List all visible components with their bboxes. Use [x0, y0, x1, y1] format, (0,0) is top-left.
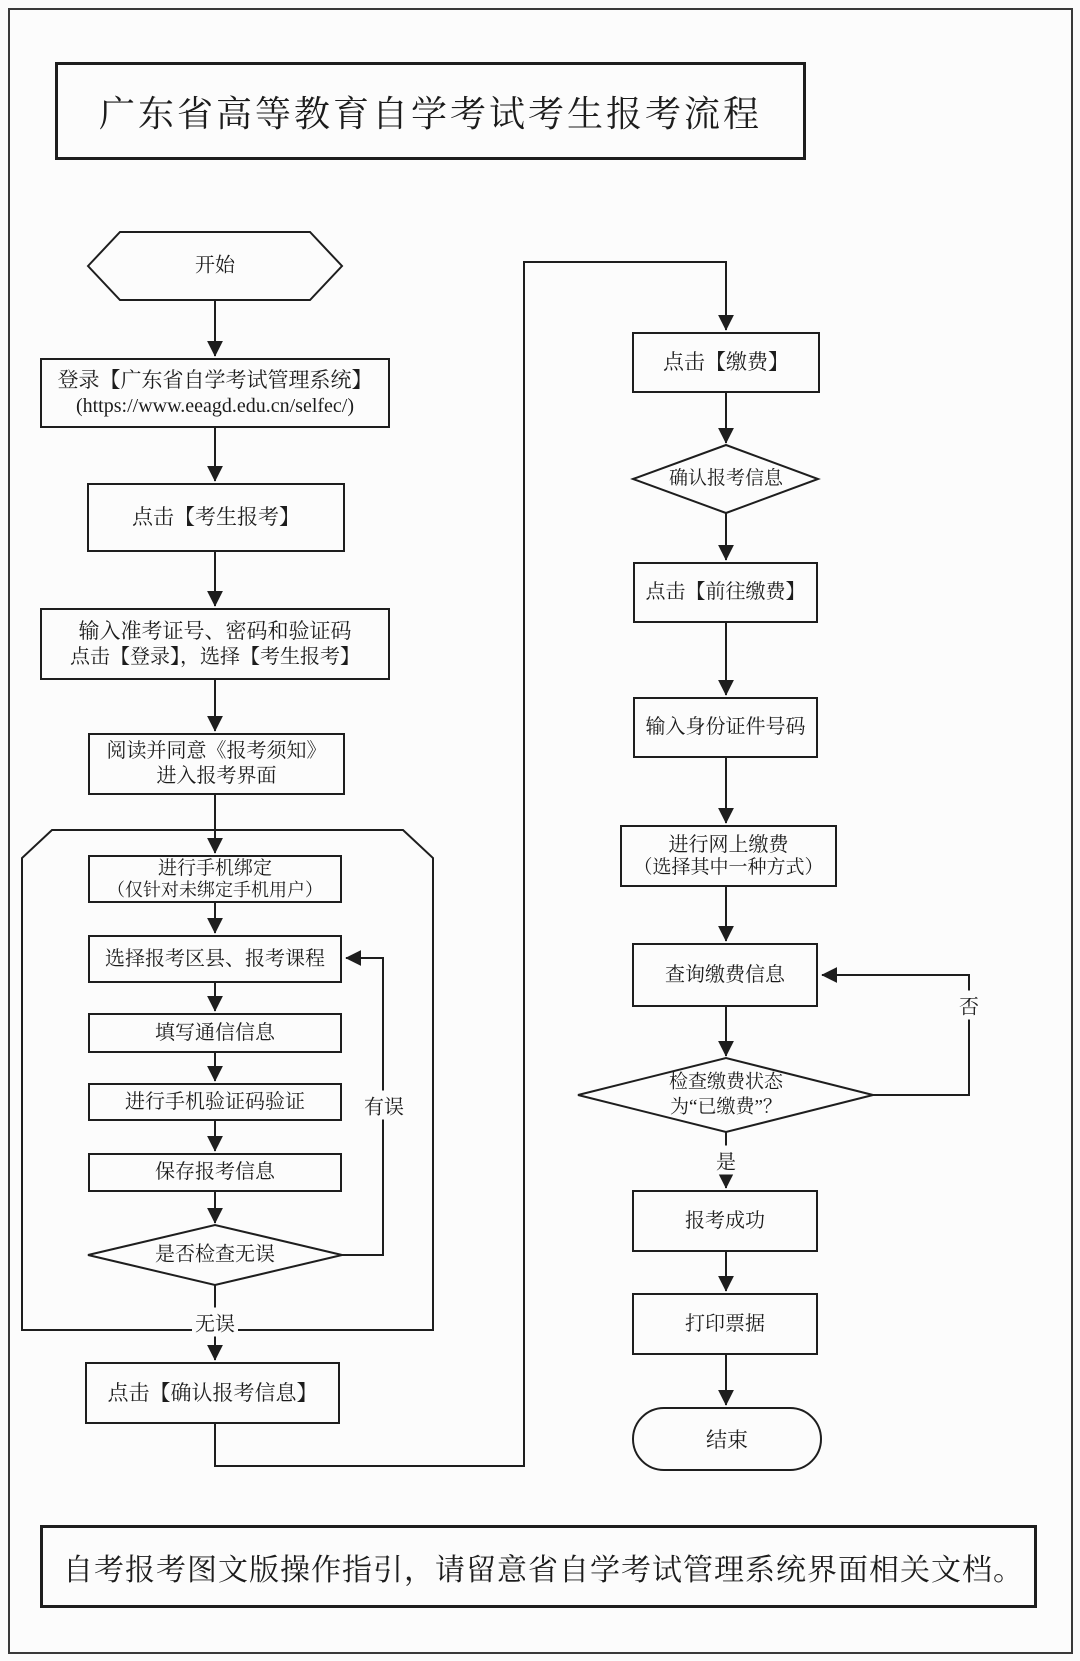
flow-node-click-register: 点击【考生报考】	[87, 483, 345, 552]
decision-pay-status: 检查缴费状态 为“已缴费”？	[668, 1071, 784, 1117]
flow-node-goto-pay: 点击【前往缴费】	[633, 562, 818, 623]
flow-node-query-pay: 查询缴费信息	[632, 943, 818, 1007]
flow-node-bind-phone: 进行手机绑定 （仅针对未绑定手机用户）	[88, 855, 342, 903]
page-title	[55, 62, 806, 160]
flow-node-click-pay: 点击【缴费】	[632, 332, 820, 393]
flow-node-read-notice: 阅读并同意《报考须知》 进入报考界面	[88, 733, 345, 795]
page-title-text: 广东省高等教育自学考试考生报考流程	[98, 93, 762, 134]
flow-node-print-receipt: 打印票据	[632, 1293, 818, 1355]
note-text: 自考报考图文版操作指引，请留意省自学考试管理系统界面相关文档。	[63, 1553, 1024, 1587]
flow-node-save-info: 保存报考信息	[88, 1153, 342, 1192]
flow-node-success: 报考成功	[632, 1190, 818, 1252]
flow-node-input-credentials: 输入准考证号、密码和验证码 点击【登录】，选择【考生报考】	[40, 608, 390, 680]
flow-node-confirm-info: 点击【确认报考信息】	[85, 1362, 340, 1424]
edge-label-error: 有误	[361, 1091, 407, 1120]
flow-node-verify-phone: 进行手机验证码验证	[88, 1083, 342, 1121]
flow-node-input-id: 输入身份证件号码	[633, 697, 818, 758]
edge-label-no: 否	[956, 991, 982, 1020]
edge-label-yes: 是	[713, 1146, 739, 1175]
edge-label-no-error: 无误	[192, 1308, 238, 1337]
note-box	[40, 1525, 1037, 1608]
decision-confirm-pay: 确认报考信息	[668, 468, 784, 490]
decision-check-ok: 是否检查无误	[155, 1243, 275, 1266]
flow-node-login: 登录【广东省自学考试管理系统】 (https://www.eeagd.edu.cn/selfec/)	[40, 358, 390, 428]
flow-node-fill-contact: 填写通信信息	[88, 1013, 342, 1053]
flow-node-start: 开始	[195, 254, 235, 277]
flow-node-select-course: 选择报考区县、报考课程	[88, 935, 342, 983]
flow-node-online-pay: 进行网上缴费 （选择其中一种方式）	[620, 825, 837, 887]
flow-node-end: 结束	[632, 1407, 822, 1471]
